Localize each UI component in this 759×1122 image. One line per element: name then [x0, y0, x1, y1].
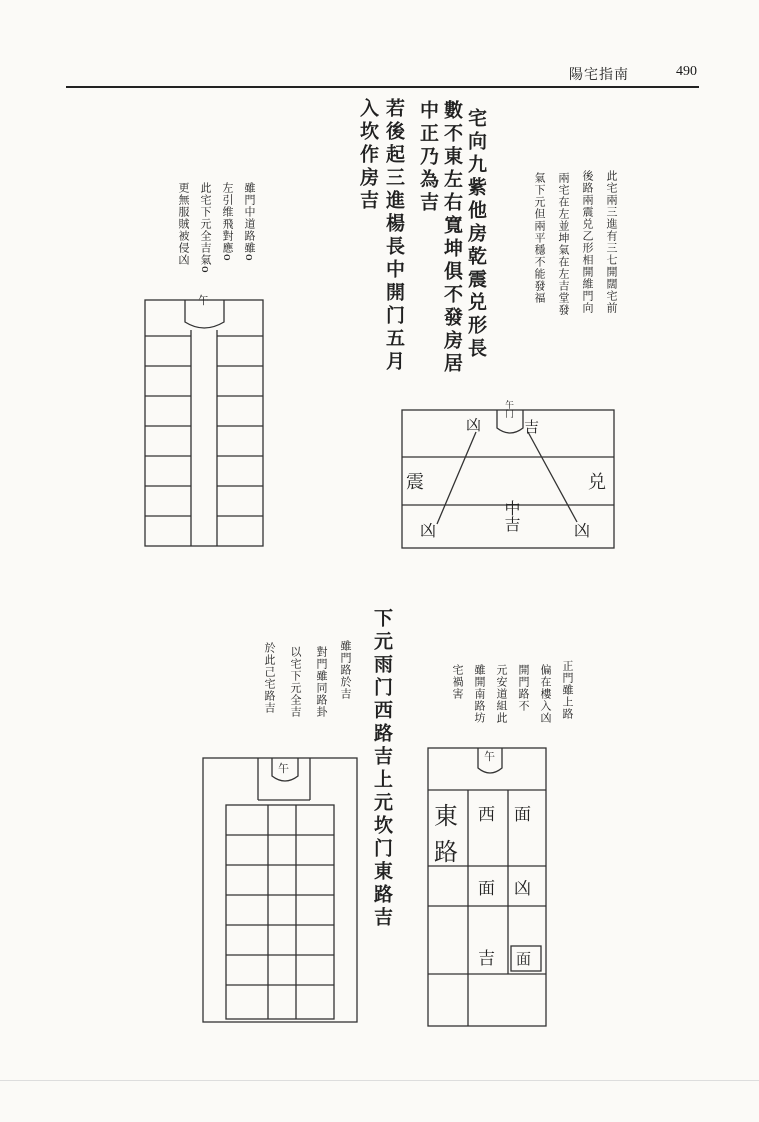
label-center: 中吉 — [502, 500, 521, 532]
scan-edge-line — [0, 1080, 759, 1081]
top-left-gate-label: 午 — [198, 294, 209, 307]
label-east: 東 — [434, 802, 458, 830]
bottom-right-gate-label: 午 — [484, 750, 495, 763]
bottom-right-col-3: 開門路不 — [517, 664, 530, 712]
header-title: 陽宅指南 — [569, 67, 629, 83]
bottom-left-col-3: 以宅下元全吉 — [289, 646, 302, 718]
label-zhen: 震 — [406, 472, 424, 493]
top-left-col-3: 此宅下元全吉氣o — [199, 182, 212, 274]
top-right-col-4: 氣下元但兩平穩不能發福 — [533, 172, 546, 304]
label-top-right: 吉 — [524, 418, 540, 436]
top-left-col-4: 更無服賊被侵凶 — [177, 182, 190, 266]
bottom-right-col-1: 正門雖上路 — [561, 660, 574, 720]
label-bottom-left: 凶 — [420, 521, 437, 540]
top-center-col-1: 宅向九紫他房乾震兑形長 — [465, 108, 487, 361]
label-bottom-right: 凶 — [574, 521, 591, 540]
label-cell-1: 西 — [478, 805, 495, 825]
bottom-right-col-2: 偏在樓入凶 — [539, 664, 552, 724]
label-cell-2: 面 — [514, 805, 531, 825]
label-cell-3: 面 — [478, 879, 495, 899]
bottom-center-col: 下元雨门西路吉上元坎门東路吉 — [371, 608, 393, 930]
bottom-left-gate-label: 午 — [278, 762, 289, 775]
bottom-left-col-2: 對門雖同路卦 — [315, 646, 328, 718]
top-left-col-2: 左引维飛對應o — [221, 182, 234, 262]
label-dui: 兑 — [588, 472, 606, 493]
top-center-col-4: 若後起三進楊長中開门五月 — [383, 98, 405, 374]
label-cell-4: 凶 — [514, 879, 531, 899]
top-right-gate-label: 午门 — [503, 400, 513, 418]
label-top-left: 凶 — [466, 416, 482, 434]
bottom-right-col-6: 宅禍害 — [451, 664, 464, 700]
top-right-col-2: 後路兩震兑乙形相開維門向 — [581, 170, 594, 314]
bottom-left-col-4: 於此己宅路吉 — [263, 642, 276, 714]
bottom-right-col-4: 元安道組此 — [495, 664, 508, 724]
label-cell-5: 吉 — [478, 949, 495, 969]
top-center-col-3: 中正乃為吉 — [417, 100, 439, 215]
bottom-left-plan — [203, 758, 357, 1022]
bottom-right-col-5: 雖開南路坊 — [473, 664, 486, 724]
page-number: 490 — [676, 64, 697, 79]
top-left-plan — [145, 300, 263, 546]
label-cell-6: 面 — [516, 950, 532, 968]
bottom-left-col-1: 雖門路於吉 — [339, 640, 352, 700]
top-right-col-3: 兩宅在左並坤氣在左吉堂發 — [557, 172, 570, 316]
top-right-col-1: 此宅兩三進有三七開闊宅前 — [605, 170, 618, 314]
top-center-col-2: 數不東左右寬坤俱不發房居 — [441, 100, 463, 376]
label-road: 路 — [434, 838, 458, 866]
top-left-col-1: 雖門中道路雖o — [243, 182, 256, 262]
top-center-col-5: 入坎作房吉 — [357, 98, 379, 213]
